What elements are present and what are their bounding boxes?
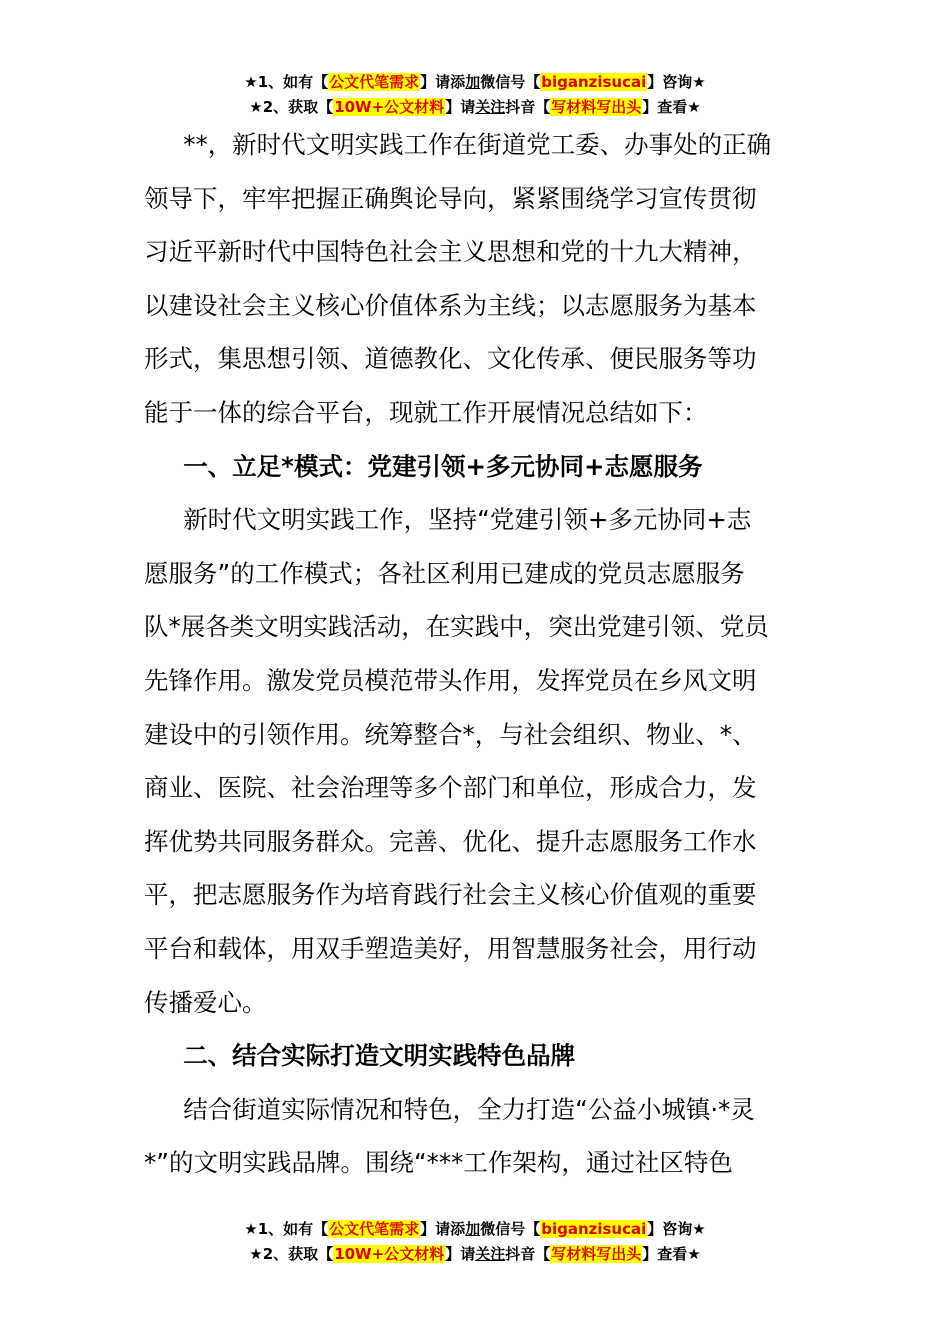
text-line: 先锋作用。激发党员模范带头作用，发挥党员在乡风文明 — [144, 665, 757, 695]
banner-text: 抖音【 — [505, 1245, 551, 1263]
banner-text: 微信号【 — [480, 73, 541, 91]
banner-underline: 关注 — [475, 1245, 506, 1263]
banner-text: ★2、获取【 — [249, 1245, 334, 1263]
intro-paragraph — [144, 118, 804, 440]
text-line: 习近平新时代中国特色社会主义思想和党的十九大精神， — [144, 237, 757, 267]
bottom-banner — [0, 1217, 950, 1267]
text-line: 愿服务”的工作模式；各社区利用已建成的党员志愿服务 — [144, 558, 745, 588]
banner-highlight: biganzisucai — [541, 73, 647, 91]
banner-highlight: 写材料写出头 — [551, 1245, 642, 1263]
banner-underline: 加 — [465, 73, 481, 91]
banner-text: 抖音【 — [505, 98, 551, 116]
text-line: 领导下，牢牢把握正确舆论导向，紧紧围绕学习宣传贯彻 — [144, 183, 757, 213]
text-line: *”的文明实践品牌。围绕“***工作架构，通过社区特色 — [144, 1148, 733, 1178]
banner-text: ★1、如有【 — [244, 1220, 329, 1238]
banner-text: 】查看★ — [642, 1245, 701, 1263]
banner-underline: 加 — [465, 1220, 481, 1238]
text-line: 能于一体的综合平台，现就工作开展情况总结如下： — [144, 397, 708, 427]
banner-text: 】咨询★ — [647, 1220, 706, 1238]
text-line: 挥优势共同服务群众。完善、优化、提升志愿服务工作水 — [144, 826, 757, 856]
banner-line-2 — [0, 1242, 950, 1267]
text-line: 平，把志愿服务作为培育践行社会主义核心价值观的重要 — [144, 880, 757, 910]
section-heading-2: 二、结合实际打造文明实践特色品牌 — [183, 1041, 576, 1071]
text-line: 商业、医院、社会治理等多个部门和单位，形成合力，发 — [144, 773, 757, 803]
banner-underline: 关注 — [475, 98, 506, 116]
text-line: 平台和载体，用双手塑造美好，用智慧服务社会，用行动 — [144, 933, 757, 963]
banner-text: 】请 — [445, 98, 476, 116]
banner-text: 】请添 — [420, 1220, 466, 1238]
banner-highlight: 10W+公文材料 — [334, 98, 445, 116]
banner-text: 】查看★ — [642, 98, 701, 116]
banner-text: 】咨询★ — [647, 73, 706, 91]
banner-highlight: 公文代笔需求 — [329, 73, 420, 91]
banner-text: ★1、如有【 — [244, 73, 329, 91]
document-body — [144, 118, 804, 1190]
text-line: **，新时代文明实践工作在街道党工委、办事处的正确 — [183, 130, 772, 159]
text-line: 传播爱心。 — [144, 987, 267, 1017]
banner-highlight: 公文代笔需求 — [329, 1220, 420, 1238]
banner-highlight: biganzisucai — [541, 1220, 647, 1238]
text-line: 形式，集思想引领、道德教化、文化传承、便民服务等功 — [144, 344, 757, 374]
text-line: 新时代文明实践工作，坚持“党建引领+多元协同+志 — [183, 505, 752, 535]
text-line: 以建设社会主义核心价值体系为主线；以志愿服务为基本 — [144, 290, 757, 320]
banner-text: 】请 — [445, 1245, 476, 1263]
top-banner — [0, 70, 950, 120]
section-2-paragraph — [144, 1083, 804, 1190]
banner-highlight: 写材料写出头 — [551, 98, 642, 116]
banner-highlight: 10W+公文材料 — [334, 1245, 445, 1263]
banner-line-1 — [0, 1217, 950, 1242]
section-1-paragraph — [144, 493, 804, 1029]
banner-text: ★2、获取【 — [249, 98, 334, 116]
text-line: 建设中的引领作用。统筹整合*，与社会组织、物业、*、 — [144, 719, 757, 749]
text-line: 结合街道实际情况和特色，全力打造“公益小城镇·*灵 — [183, 1094, 755, 1124]
text-line: 队*展各类文明实践活动，在实践中，突出党建引领、党员 — [144, 612, 769, 642]
banner-text: 】请添 — [420, 73, 466, 91]
section-heading-1: 一、立足*模式：党建引领+多元协同+志愿服务 — [183, 451, 703, 481]
banner-line-2 — [0, 95, 950, 120]
banner-line-1 — [0, 70, 950, 95]
banner-text: 微信号【 — [480, 1220, 541, 1238]
